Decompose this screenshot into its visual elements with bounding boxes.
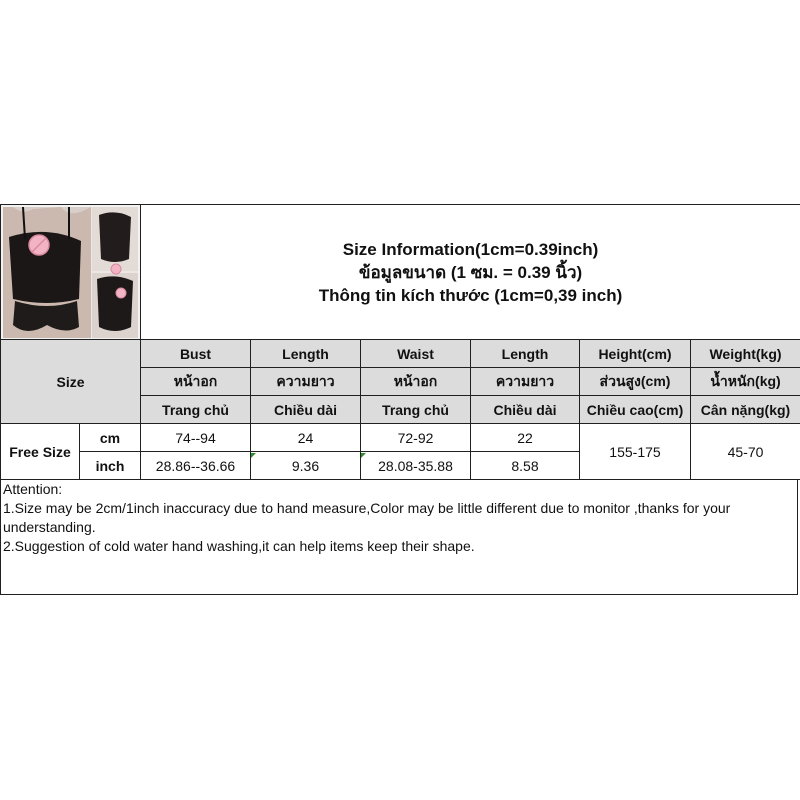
header-bust-th: หน้าอก <box>141 368 251 396</box>
cell-marker <box>361 453 366 458</box>
length-cm: 24 <box>251 424 361 452</box>
cell-marker <box>251 453 256 458</box>
length-inch: 9.36 <box>251 452 361 480</box>
header-waist-th: หน้าอก <box>361 368 471 396</box>
bust-cm: 74--94 <box>141 424 251 452</box>
header-length-vi: Chiều dài <box>251 396 361 424</box>
unit-inch: inch <box>80 452 141 480</box>
header-waist-vi: Trang chủ <box>361 396 471 424</box>
waist-cm: 72-92 <box>361 424 471 452</box>
product-photo <box>3 207 138 338</box>
title-thai: ข้อมูลขนาด (1 ซม. = 0.39 นิ้ว) <box>358 262 583 282</box>
header-weight-th: น้ำหนัก(kg) <box>691 368 800 396</box>
height-value: 155-175 <box>580 424 691 480</box>
header-height-th: ส่วนสูง(cm) <box>580 368 691 396</box>
size-label: Size <box>1 340 141 424</box>
attention-notes <box>0 480 798 595</box>
length2-cm: 22 <box>471 424 580 452</box>
size-info-title <box>141 205 800 340</box>
header-length-th: ความยาว <box>251 368 361 396</box>
product-photo-cell <box>1 205 141 340</box>
unit-cm: cm <box>80 424 141 452</box>
header-length2-vi: Chiều dài <box>471 396 580 424</box>
header-weight-en: Weight(kg) <box>691 340 800 368</box>
header-bust-vi: Trang chủ <box>141 396 251 424</box>
header-waist-en: Waist <box>361 340 471 368</box>
header-length2-en: Length <box>471 340 580 368</box>
weight-value: 45-70 <box>691 424 800 480</box>
header-height-en: Height(cm) <box>580 340 691 368</box>
title-english: Size Information(1cm=0.39inch) <box>342 239 599 259</box>
attention-note-2: 2.Suggestion of cold water hand washing,it can help items keep their shape. <box>3 538 475 554</box>
header-height-vi: Chiều cao(cm) <box>580 396 691 424</box>
attention-heading: Attention: <box>3 481 63 497</box>
size-chart <box>0 204 800 597</box>
title-vietnamese: Thông tin kích thước (1cm=0,39 inch) <box>318 285 623 305</box>
size-table <box>0 204 800 480</box>
header-weight-vi: Cân nặng(kg) <box>691 396 800 424</box>
bust-inch: 28.86--36.66 <box>141 452 251 480</box>
length2-inch: 8.58 <box>471 452 580 480</box>
header-length-en: Length <box>251 340 361 368</box>
waist-inch: 28.08-35.88 <box>361 452 471 480</box>
attention-note-1: 1.Size may be 2cm/1inch inaccuracy due to hand measure,Color may be little different due to monitor ,thanks for your understanding. <box>3 500 731 535</box>
header-length2-th: ความยาว <box>471 368 580 396</box>
header-bust-en: Bust <box>141 340 251 368</box>
product-photo-image <box>3 207 138 338</box>
free-size-label: Free Size <box>1 424 80 480</box>
